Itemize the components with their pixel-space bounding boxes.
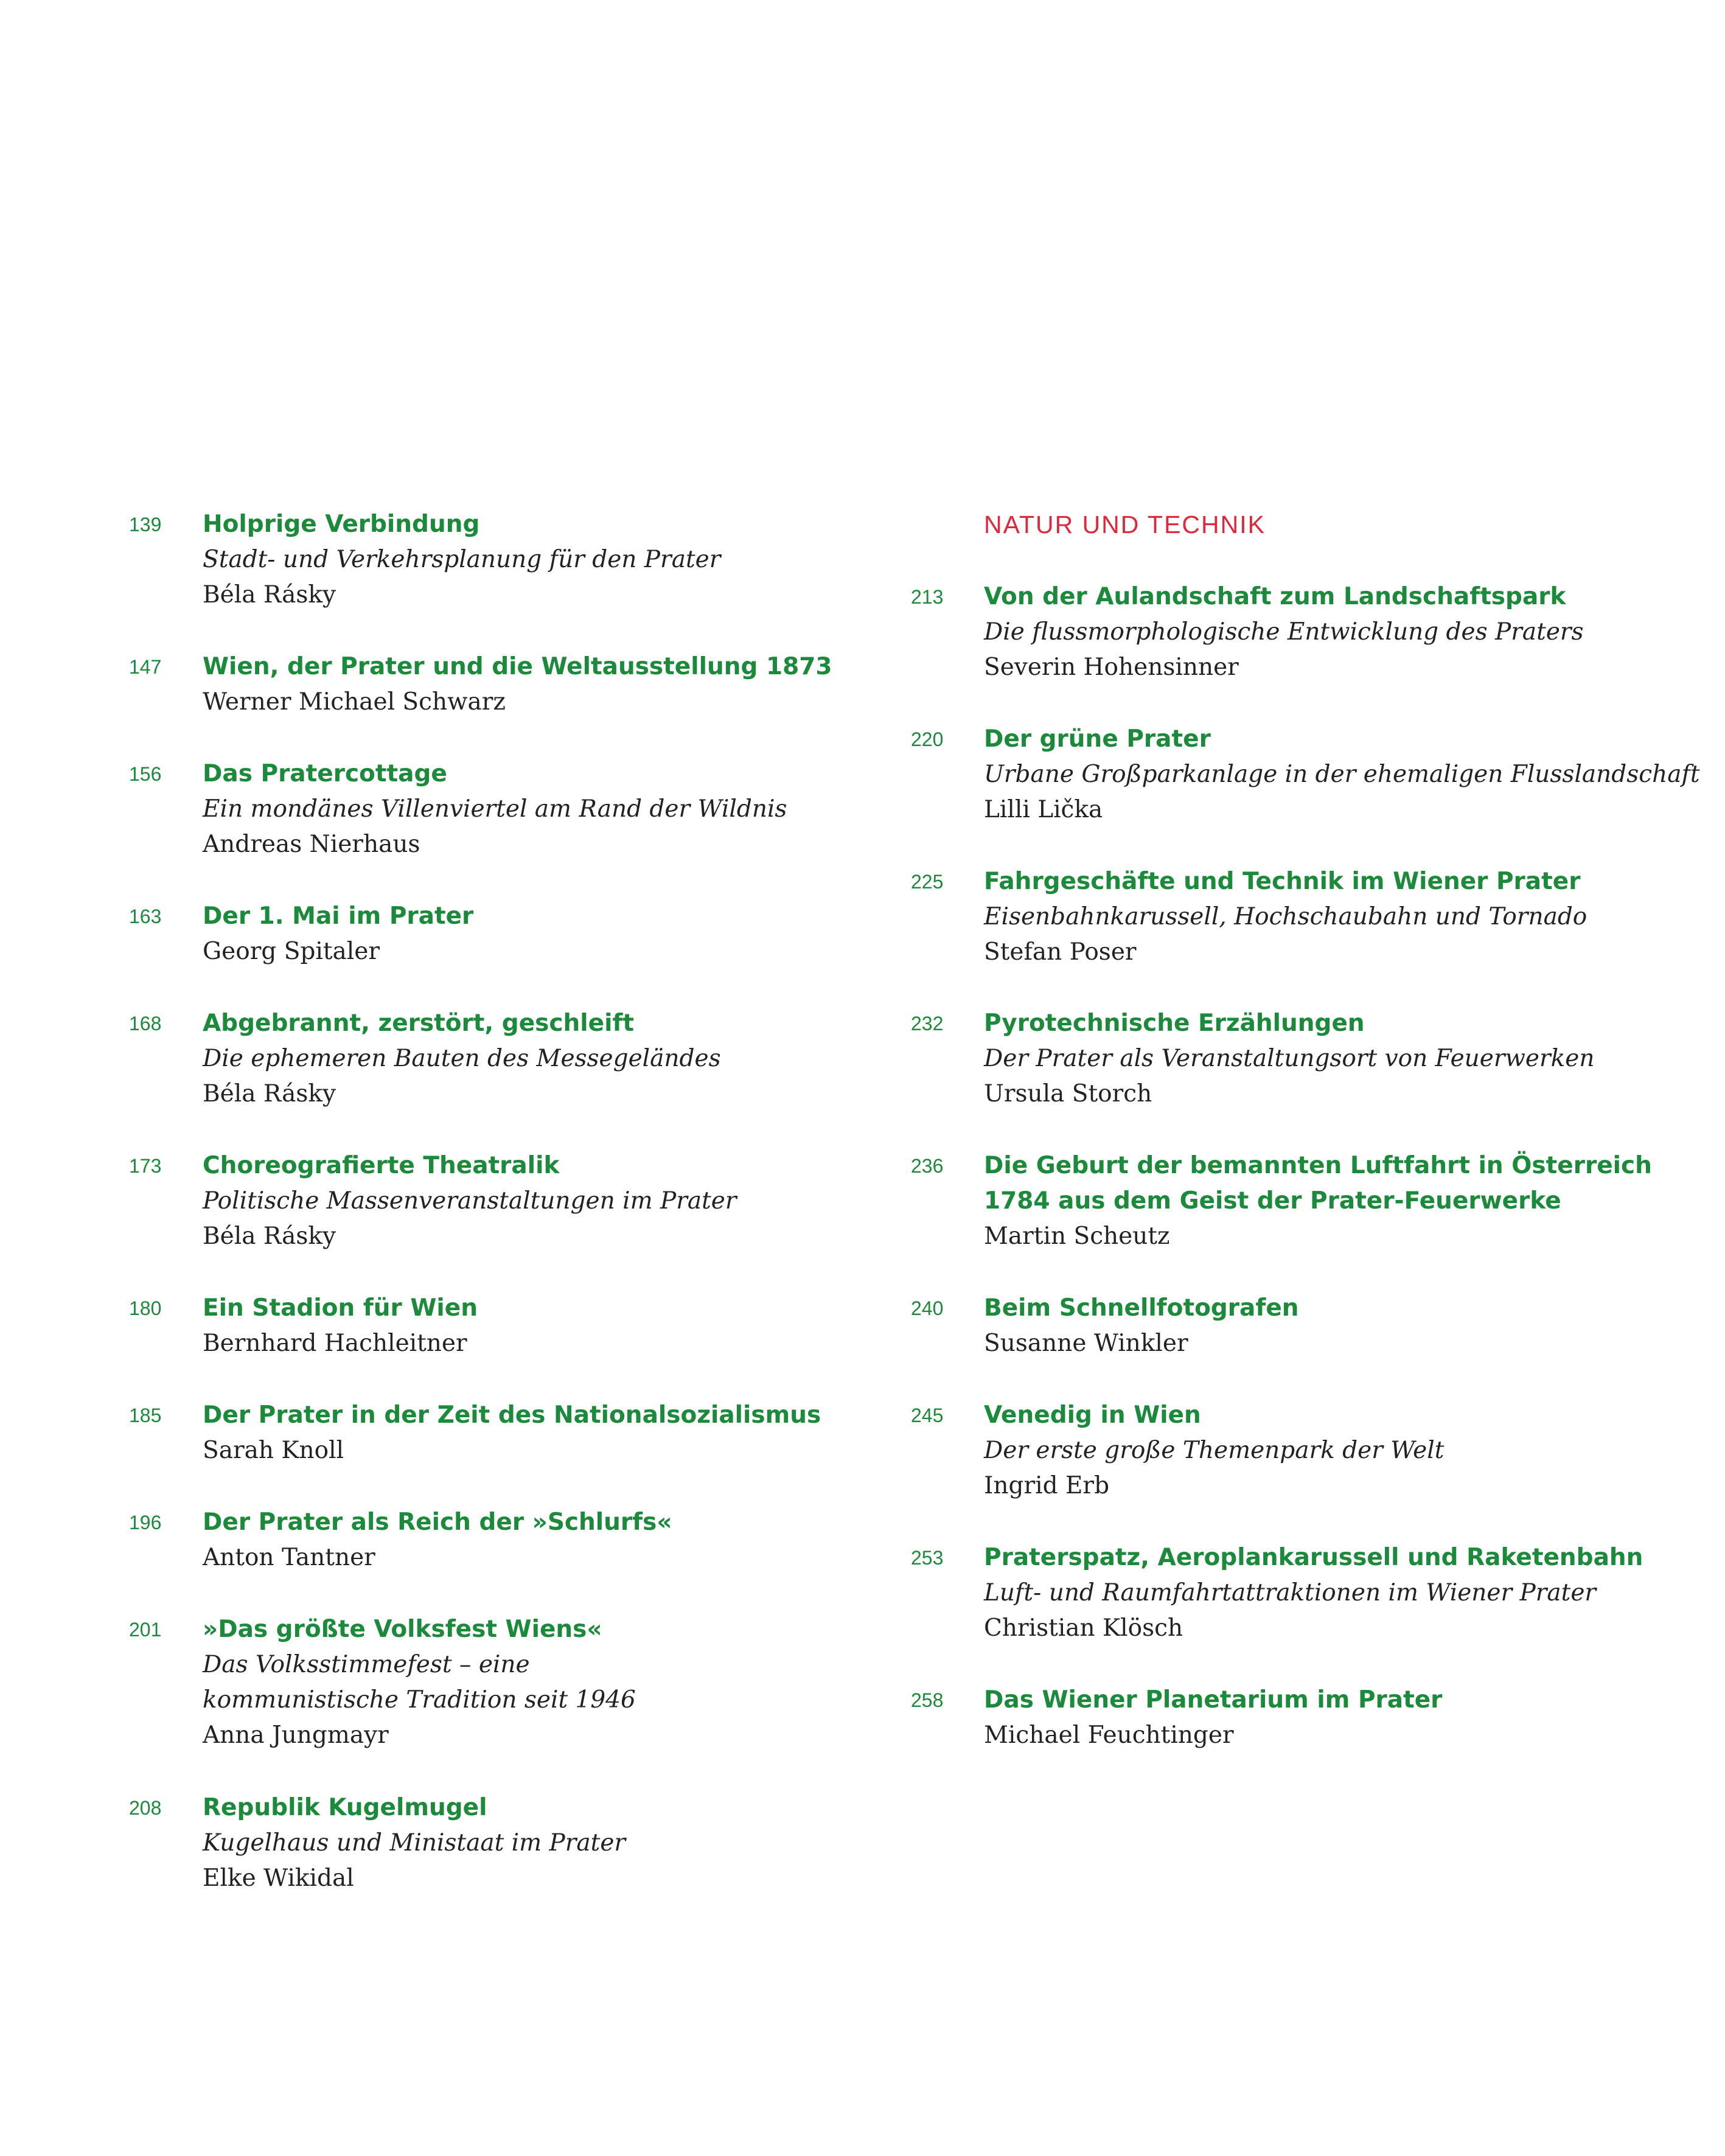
entry-author: Anna Jungmayr bbox=[203, 1722, 389, 1749]
entry-subtitle: Ein mondänes Villenviertel am Rand der Wildnis bbox=[203, 795, 787, 823]
entry-subtitle: Politische Massenveranstaltungen im Prater bbox=[203, 1187, 737, 1215]
entry-title: Praterspatz, Aeroplankarussell und Raketenbahn bbox=[984, 1544, 1643, 1571]
entry-title: Wien, der Prater und die Weltausstellung 1873 bbox=[203, 653, 832, 680]
page-number: 168 bbox=[129, 1013, 162, 1034]
entry-title: Das Wiener Planetarium im Prater bbox=[984, 1686, 1443, 1714]
page-number: 236 bbox=[911, 1155, 944, 1177]
page-number: 185 bbox=[129, 1404, 162, 1426]
page-number: 196 bbox=[129, 1512, 162, 1533]
entry-author: Béla Rásky bbox=[203, 1223, 336, 1250]
entry-author: Martin Scheutz bbox=[984, 1223, 1170, 1250]
entry-author: Werner Michael Schwarz bbox=[203, 688, 506, 716]
entry-body bbox=[984, 1398, 1720, 1504]
entry-title: Fahrgeschäfte und Technik im Wiener Prater bbox=[984, 868, 1581, 895]
page-number: 201 bbox=[129, 1619, 162, 1641]
entry-body bbox=[203, 507, 860, 613]
page-number: 139 bbox=[129, 514, 162, 536]
entry-subtitle: kommunistische Tradition seit 1946 bbox=[203, 1686, 636, 1714]
page-number: 163 bbox=[129, 905, 162, 927]
entry-author: Georg Spitaler bbox=[203, 938, 380, 965]
entry-body bbox=[984, 1006, 1720, 1112]
entry-author: Sarah Knoll bbox=[203, 1437, 344, 1464]
entry-body bbox=[984, 1683, 1720, 1753]
entry-title: Der Prater als Reich der »Schlurfs« bbox=[203, 1509, 672, 1536]
entry-body bbox=[203, 1505, 860, 1575]
entry-body bbox=[984, 722, 1720, 828]
entry-title: 1784 aus dem Geist der Prater-Feuerwerke bbox=[984, 1187, 1561, 1215]
entry-title: Pyrotechnische Erzählungen bbox=[984, 1010, 1365, 1037]
entry-body bbox=[984, 1540, 1720, 1646]
entry-subtitle: Eisenbahnkarussell, Hochschaubahn und Tornado bbox=[984, 903, 1587, 930]
entry-subtitle: Luft- und Raumfahrtattraktionen im Wiener Prater bbox=[984, 1579, 1597, 1607]
entry-body bbox=[203, 1612, 860, 1753]
entry-body bbox=[984, 1148, 1720, 1254]
entry-body bbox=[203, 756, 860, 862]
page-number: 220 bbox=[911, 728, 944, 750]
entry-body bbox=[203, 1398, 860, 1468]
entry-title: Holprige Verbindung bbox=[203, 511, 480, 538]
page-number: 225 bbox=[911, 871, 944, 893]
entry-subtitle: Das Volksstimmefest – eine bbox=[203, 1651, 530, 1678]
page-number: 213 bbox=[911, 586, 944, 608]
entry-author: Anton Tantner bbox=[203, 1544, 375, 1571]
entry-title: Der grüne Prater bbox=[984, 725, 1211, 753]
entry-subtitle: Stadt- und Verkehrsplanung für den Prater bbox=[203, 546, 721, 573]
page-number: 147 bbox=[129, 656, 162, 678]
entry-subtitle: Urbane Großparkanlage in der ehemaligen Flusslandschaft bbox=[984, 761, 1700, 788]
entry-body bbox=[203, 649, 860, 720]
entry-title: Der Prater in der Zeit des Nationalsozialismus bbox=[203, 1401, 821, 1429]
entry-title: Die Geburt der bemannten Luftfahrt in Österreich bbox=[984, 1152, 1652, 1179]
entry-title: Beim Schnellfotografen bbox=[984, 1294, 1299, 1322]
entry-body bbox=[203, 1790, 860, 1896]
entry-author: Ingrid Erb bbox=[984, 1472, 1110, 1499]
entry-title: Ein Stadion für Wien bbox=[203, 1294, 478, 1322]
entry-body bbox=[984, 579, 1720, 685]
entry-title: Choreografierte Theatralik bbox=[203, 1152, 560, 1179]
page-number: 173 bbox=[129, 1155, 162, 1177]
entry-author: Severin Hohensinner bbox=[984, 654, 1239, 681]
section-heading: NATUR UND TECHNIK bbox=[984, 511, 1266, 539]
entry-title: Von der Aulandschaft zum Landschaftspark bbox=[984, 583, 1566, 610]
entry-author: Bernhard Hachleitner bbox=[203, 1330, 467, 1357]
entry-subtitle: Die flussmorphologische Entwicklung des Praters bbox=[984, 618, 1584, 646]
entry-body bbox=[984, 1291, 1720, 1361]
entry-title: Republik Kugelmugel bbox=[203, 1794, 487, 1821]
entry-author: Béla Rásky bbox=[203, 581, 336, 609]
entry-author: Elke Wikidal bbox=[203, 1865, 354, 1892]
entry-body bbox=[203, 1148, 860, 1254]
entry-author: Susanne Winkler bbox=[984, 1330, 1188, 1357]
entry-title: Venedig in Wien bbox=[984, 1401, 1201, 1429]
entry-title: »Das größte Volksfest Wiens« bbox=[203, 1616, 602, 1643]
entry-body bbox=[984, 864, 1720, 970]
entry-body bbox=[203, 1291, 860, 1361]
entry-author: Béla Rásky bbox=[203, 1080, 336, 1108]
entry-body bbox=[203, 899, 860, 969]
entry-author: Ursula Storch bbox=[984, 1080, 1152, 1108]
entry-author: Christian Klösch bbox=[984, 1614, 1183, 1642]
entry-subtitle: Der Prater als Veranstaltungsort von Feuerwerken bbox=[984, 1045, 1595, 1072]
page-number: 208 bbox=[129, 1797, 162, 1819]
page-number: 240 bbox=[911, 1297, 944, 1319]
entry-author: Michael Feuchtinger bbox=[984, 1722, 1234, 1749]
page-number: 156 bbox=[129, 763, 162, 785]
entry-subtitle: Kugelhaus und Ministaat im Prater bbox=[203, 1829, 626, 1857]
entry-title: Abgebrannt, zerstört, geschleift bbox=[203, 1010, 635, 1037]
entry-title: Der 1. Mai im Prater bbox=[203, 902, 474, 930]
page-number: 253 bbox=[911, 1547, 944, 1569]
page-number: 232 bbox=[911, 1013, 944, 1034]
page-number: 258 bbox=[911, 1689, 944, 1711]
page-number: 245 bbox=[911, 1404, 944, 1426]
entry-subtitle: Der erste große Themenpark der Welt bbox=[984, 1437, 1444, 1464]
page-number: 180 bbox=[129, 1297, 162, 1319]
entry-author: Stefan Poser bbox=[984, 938, 1137, 966]
entry-subtitle: Die ephemeren Bauten des Messegeländes bbox=[203, 1045, 721, 1072]
entry-author: Andreas Nierhaus bbox=[203, 831, 420, 858]
entry-title: Das Pratercottage bbox=[203, 760, 447, 787]
entry-author: Lilli Lička bbox=[984, 796, 1103, 823]
entry-body bbox=[203, 1006, 860, 1112]
